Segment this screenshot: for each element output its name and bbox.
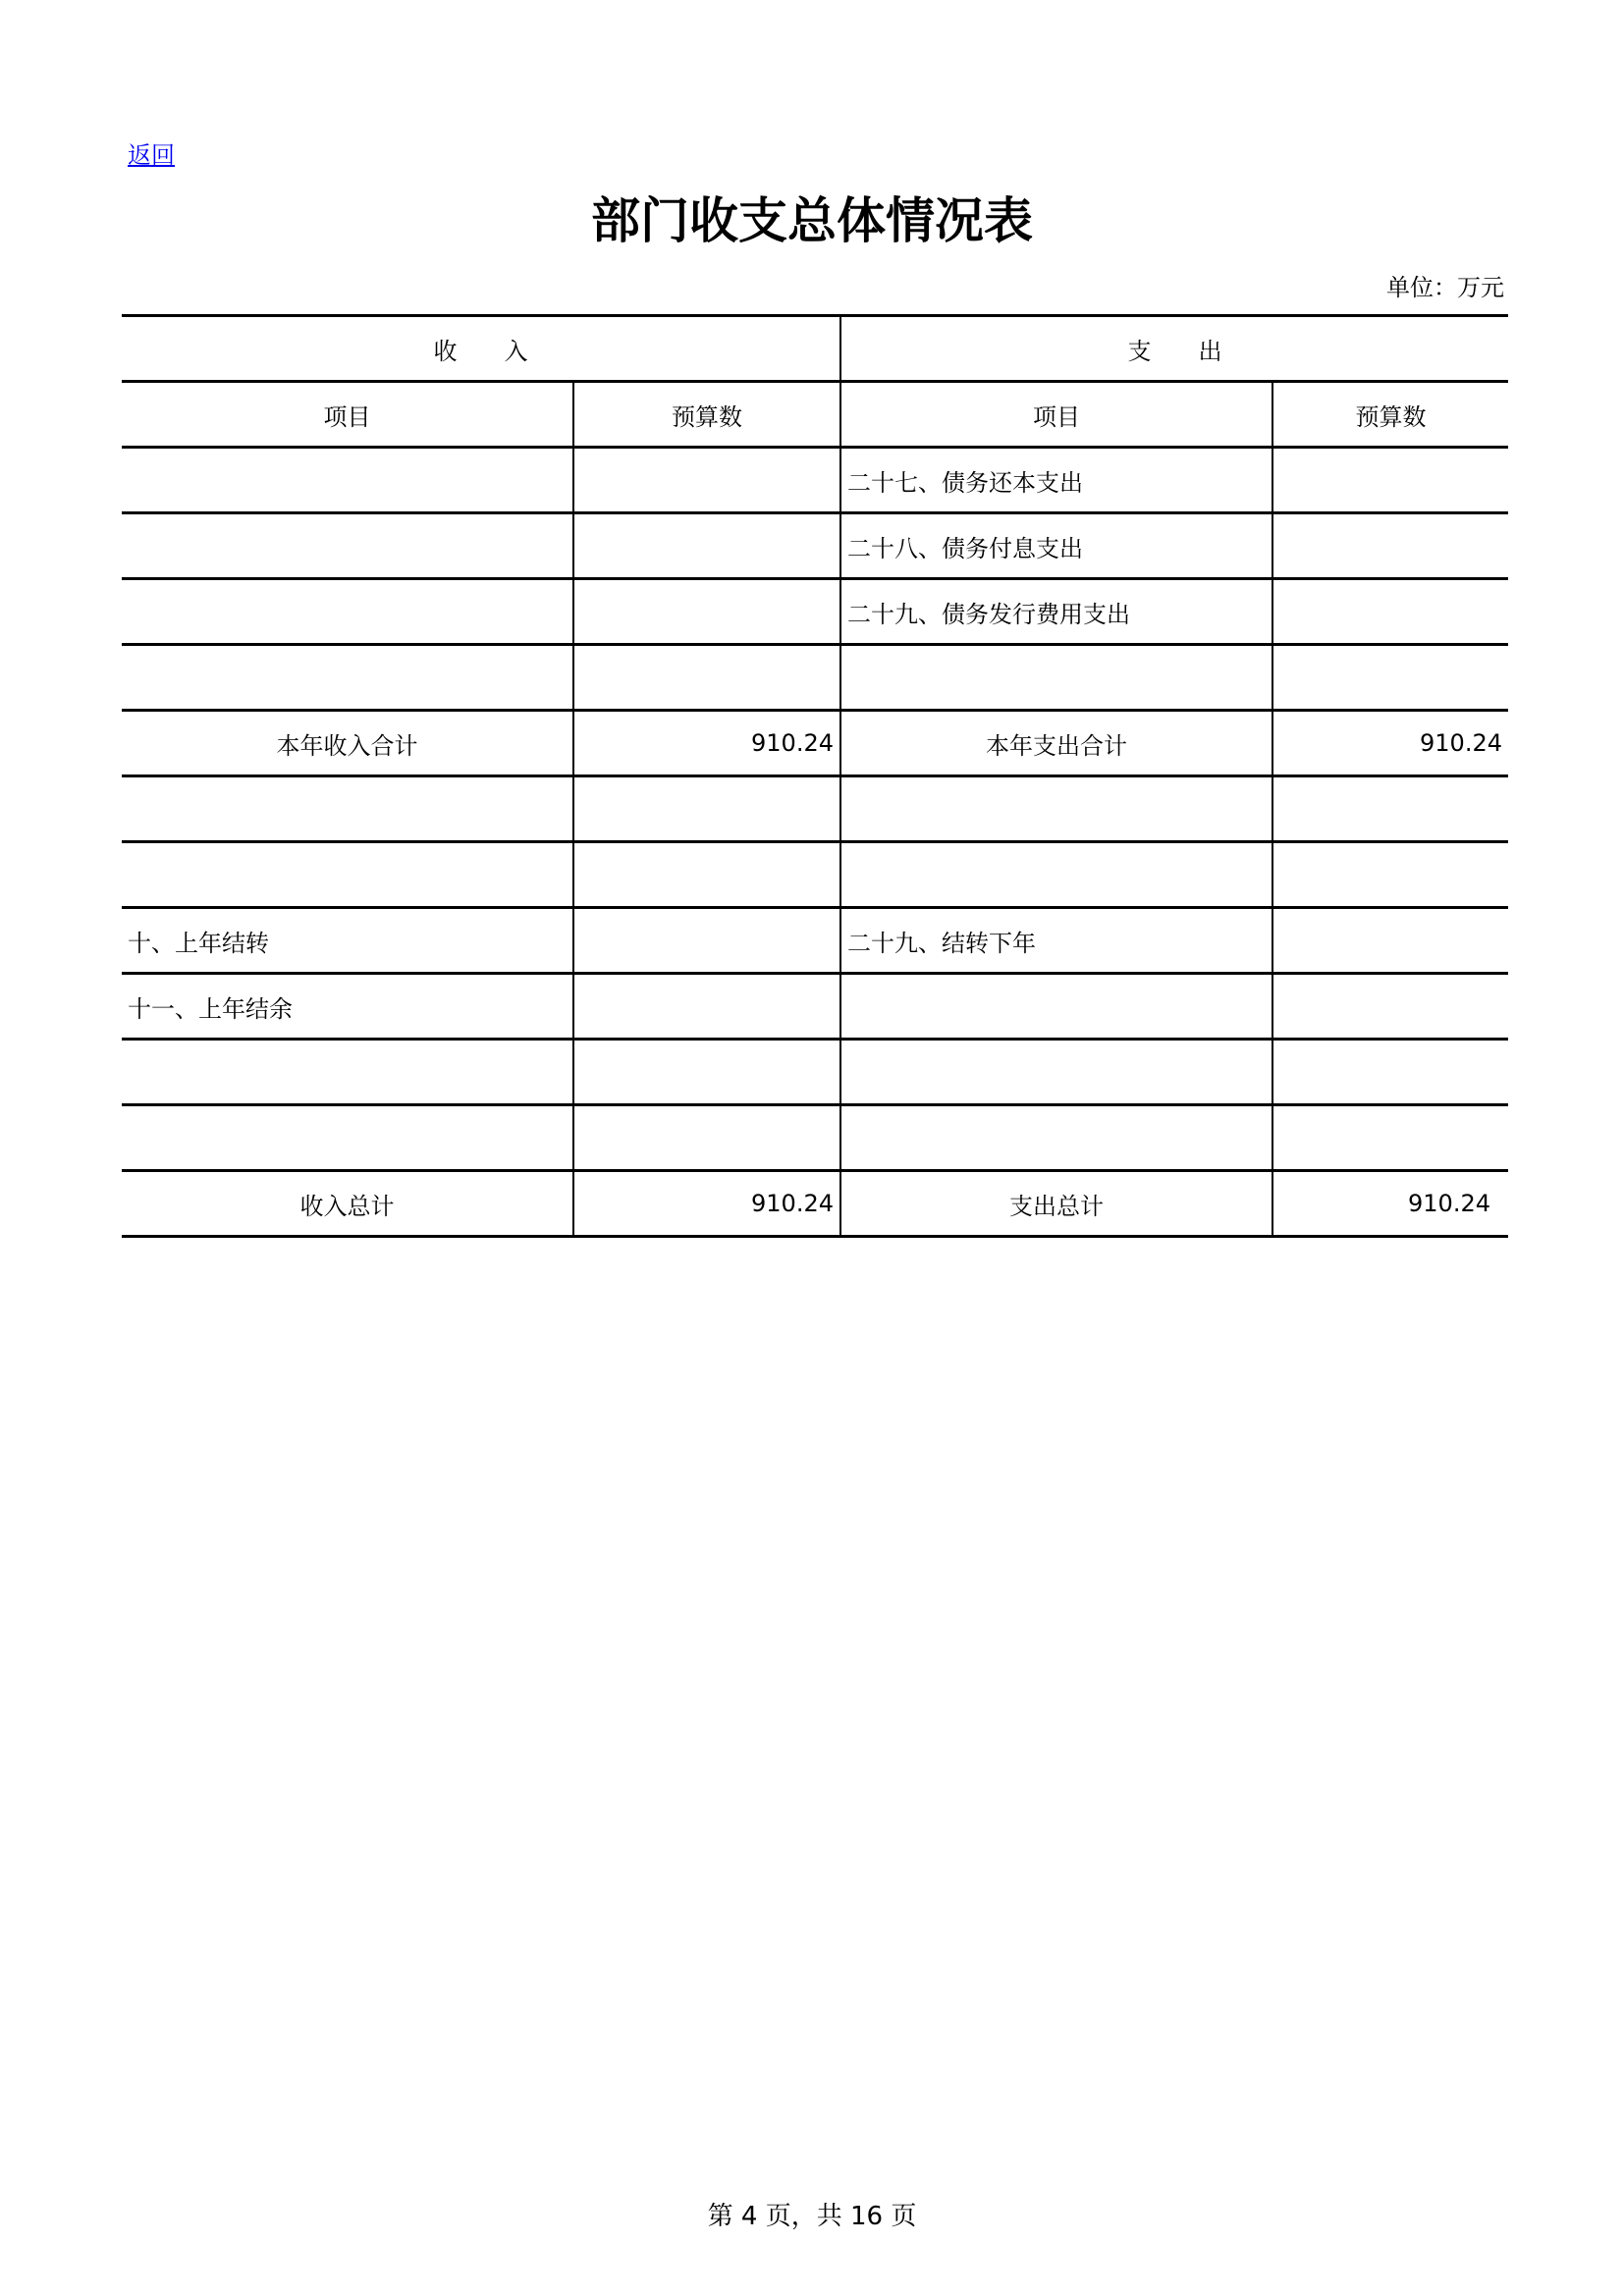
expense-item — [840, 645, 1272, 711]
expense-item: 二十八、债务付息支出 — [840, 513, 1272, 579]
income-item — [122, 1105, 573, 1171]
expense-item: 本年支出合计 — [840, 711, 1272, 776]
expense-amount — [1272, 1040, 1508, 1105]
income-amount — [573, 1040, 840, 1105]
expense-amount — [1272, 448, 1508, 513]
expense-item — [840, 842, 1272, 908]
expense-item: 支出总计 — [840, 1171, 1272, 1237]
expense-amount — [1272, 579, 1508, 645]
expense-amount: 910.24 — [1272, 1171, 1508, 1237]
expense-amount — [1272, 974, 1508, 1040]
income-item — [122, 645, 573, 711]
expense-item — [840, 974, 1272, 1040]
table-group-header-row — [122, 316, 1508, 382]
expense-item: 二十九、债务发行费用支出 — [840, 579, 1272, 645]
income-item-header: 项目 — [122, 382, 573, 448]
table-row — [122, 974, 1508, 1040]
table-row — [122, 842, 1508, 908]
expense-item — [840, 1105, 1272, 1171]
income-item: 十、上年结转 — [122, 908, 573, 974]
expense-amount — [1272, 908, 1508, 974]
income-item — [122, 579, 573, 645]
income-amount — [573, 579, 840, 645]
table-row — [122, 579, 1508, 645]
expense-amount — [1272, 513, 1508, 579]
table-row — [122, 776, 1508, 842]
unit-label: 单位：万元 — [1386, 274, 1504, 301]
expense-item — [840, 776, 1272, 842]
income-item — [122, 448, 573, 513]
table-row — [122, 448, 1508, 513]
income-budget-header: 预算数 — [573, 382, 840, 448]
expense-amount — [1272, 645, 1508, 711]
income-item — [122, 842, 573, 908]
income-amount — [573, 645, 840, 711]
income-item — [122, 513, 573, 579]
expense-item: 二十九、结转下年 — [840, 908, 1272, 974]
income-item: 收入总计 — [122, 1171, 573, 1237]
table-row — [122, 1105, 1508, 1171]
expense-amount — [1272, 776, 1508, 842]
expense-header: 支 出 — [840, 316, 1508, 382]
table-row — [122, 1040, 1508, 1105]
table-column-header-row — [122, 382, 1508, 448]
income-amount — [573, 908, 840, 974]
income-item: 十一、上年结余 — [122, 974, 573, 1040]
page-footer: 第 4 页，共 16 页 — [707, 2202, 917, 2231]
page-title: 部门收支总体情况表 — [591, 191, 1033, 249]
expense-amount: 910.24 — [1272, 711, 1508, 776]
income-amount — [573, 776, 840, 842]
table-row — [122, 513, 1508, 579]
expense-item: 二十七、债务还本支出 — [840, 448, 1272, 513]
table-row-total — [122, 1171, 1508, 1237]
back-link[interactable]: 返回 — [128, 141, 175, 169]
income-amount — [573, 513, 840, 579]
income-amount — [573, 974, 840, 1040]
expense-amount — [1272, 842, 1508, 908]
income-amount: 910.24 — [573, 1171, 840, 1237]
income-item: 本年收入合计 — [122, 711, 573, 776]
table-row-subtotal — [122, 711, 1508, 776]
table-row — [122, 645, 1508, 711]
expense-budget-header: 预算数 — [1272, 382, 1508, 448]
income-item — [122, 1040, 573, 1105]
table-row — [122, 908, 1508, 974]
budget-table — [122, 314, 1508, 1238]
expense-amount — [1272, 1105, 1508, 1171]
expense-item-header: 项目 — [840, 382, 1272, 448]
income-amount — [573, 1105, 840, 1171]
expense-item — [840, 1040, 1272, 1105]
income-amount — [573, 448, 840, 513]
income-amount: 910.24 — [573, 711, 840, 776]
income-amount — [573, 842, 840, 908]
income-item — [122, 776, 573, 842]
income-header: 收 入 — [122, 316, 840, 382]
